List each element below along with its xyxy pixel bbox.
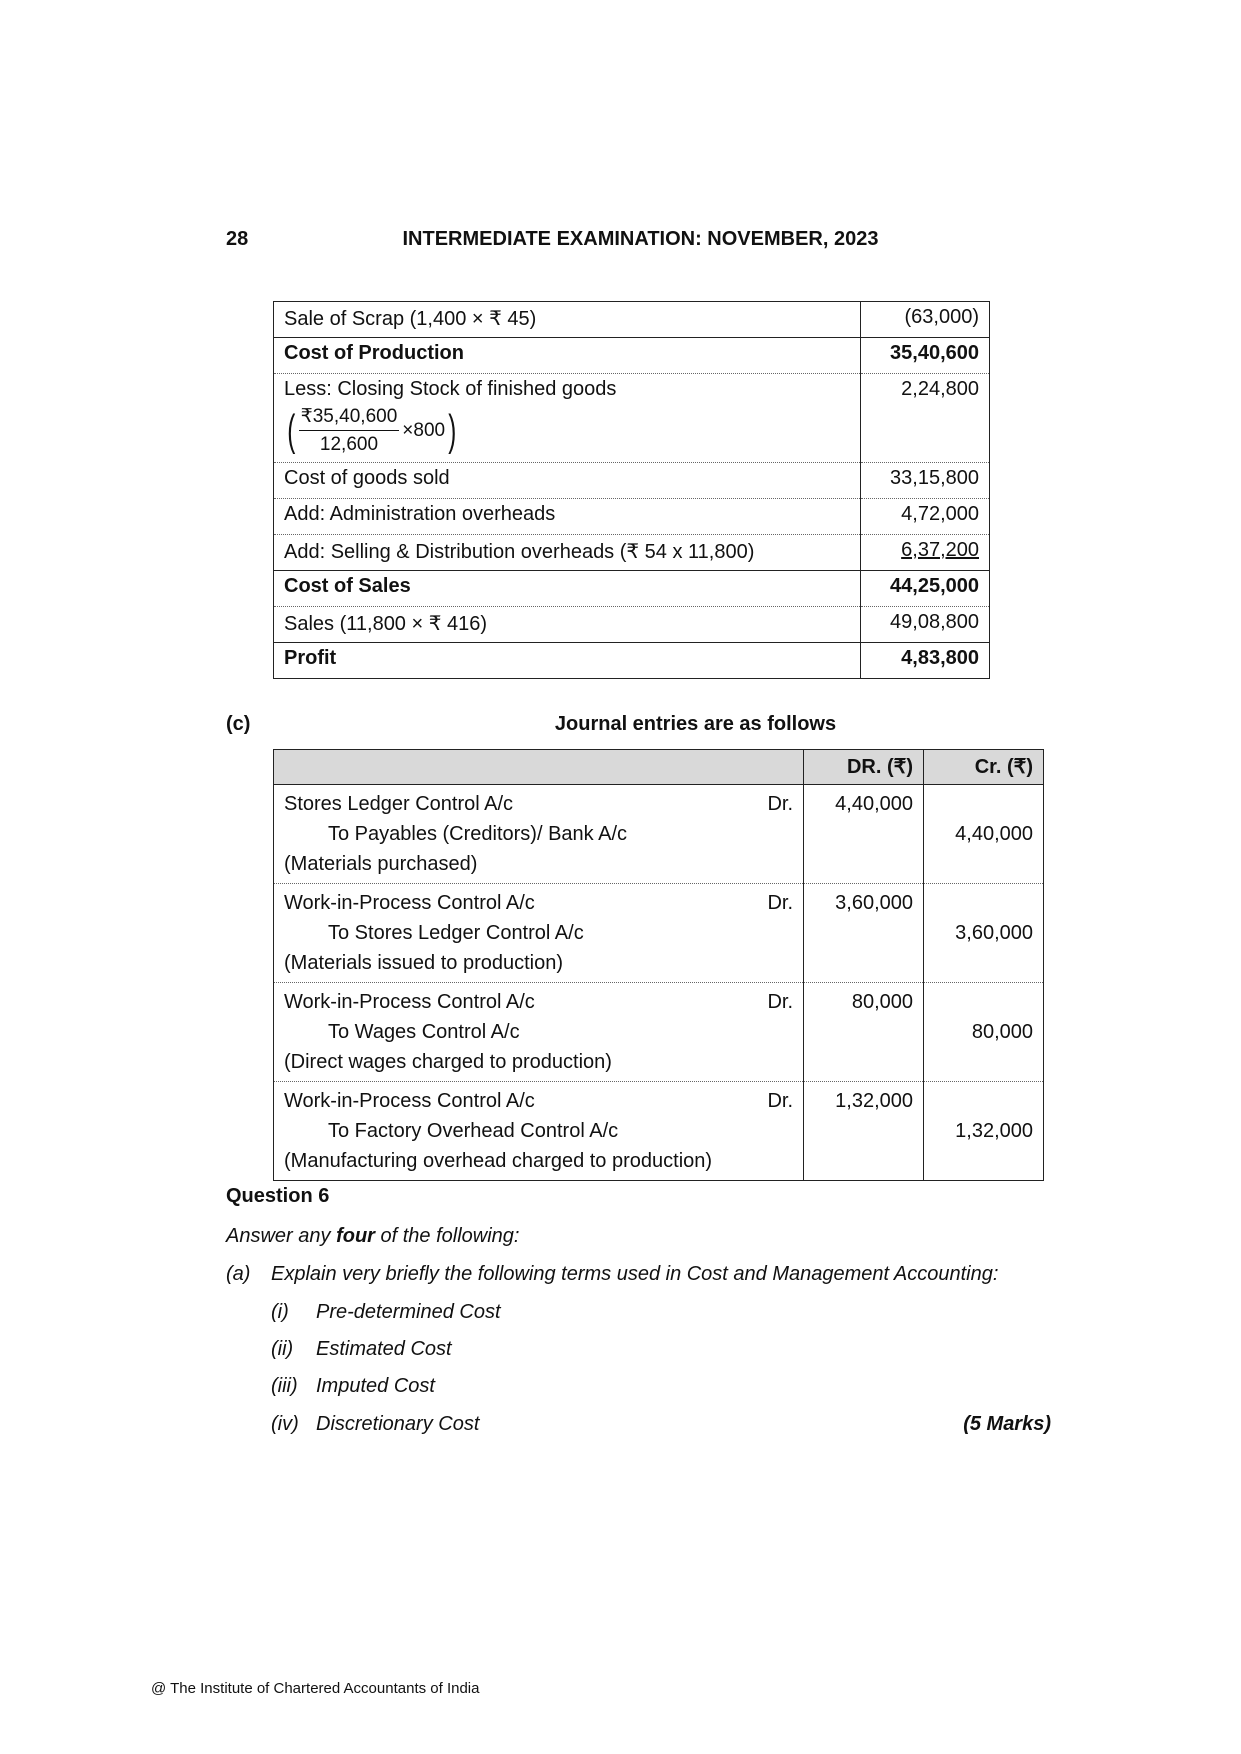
dr-mark: Dr.: [767, 991, 793, 1013]
table-row: [274, 338, 990, 374]
cr-amount: 4,40,000: [955, 823, 1033, 845]
dr-amount: 80,000: [851, 991, 913, 1013]
cr-header: Cr. (₹): [924, 750, 1044, 785]
closing-stock-formula: [284, 405, 460, 456]
row-label: Cost of Sales: [274, 571, 861, 607]
list-item: [271, 1413, 479, 1436]
instruction-text: Answer any: [226, 1225, 337, 1247]
debit-account: Work-in-Process Control A/c: [284, 1090, 535, 1112]
item-label: (i): [271, 1301, 289, 1323]
dr-mark: Dr.: [767, 793, 793, 815]
journal-table: [273, 749, 1044, 1181]
journal-entry: [274, 785, 1044, 884]
journal-entry: [274, 983, 1044, 1082]
journal-entry: [274, 884, 1044, 983]
particulars-header: [274, 750, 804, 785]
fraction-denominator: 12,600: [319, 434, 379, 455]
table-row: [274, 571, 990, 607]
row-label: Profit: [274, 643, 861, 679]
cr-amount: 80,000: [971, 1021, 1033, 1043]
narration: (Materials issued to production): [284, 952, 564, 974]
journal-entry: [274, 1082, 1044, 1181]
marks-label: (5 Marks): [963, 1413, 1051, 1435]
credit-account: To Payables (Creditors)/ Bank A/c: [328, 823, 628, 845]
part-c-label: (c): [226, 713, 251, 735]
table-row: [274, 499, 990, 535]
row-label: Sale of Scrap (1,400 × ₹ 45): [274, 302, 861, 338]
row-amount: 4,83,800: [861, 643, 990, 679]
item-text: Imputed Cost: [316, 1375, 435, 1397]
part-a-label: (a): [226, 1263, 251, 1285]
right-paren: ): [448, 405, 457, 455]
dr-mark: Dr.: [767, 1090, 793, 1112]
credit-account: To Wages Control A/c: [328, 1021, 520, 1043]
row-label: Cost of goods sold: [274, 463, 861, 499]
dr-amount: 1,32,000: [835, 1090, 913, 1112]
row-amount: 35,40,600: [861, 338, 990, 374]
row-label: Less: Closing Stock of finished goods: [284, 378, 617, 400]
fraction-numerator: ₹35,40,600: [299, 405, 400, 431]
row-label: Add: Administration overheads: [274, 499, 861, 535]
list-item: [271, 1301, 501, 1324]
credit-account: To Factory Overhead Control A/c: [328, 1120, 619, 1142]
journal-title: Journal entries are as follows: [554, 713, 837, 735]
fraction: [299, 405, 400, 456]
row-amount: (63,000): [861, 302, 990, 338]
cr-amount: 1,32,000: [955, 1120, 1033, 1142]
question-part-a: [226, 1263, 998, 1286]
row-label: Add: Selling & Distribution overheads (₹ 54 x 11,800): [274, 535, 861, 571]
table-row: [274, 607, 990, 643]
item-label: (ii): [271, 1338, 294, 1360]
cost-sheet-table: [273, 301, 990, 679]
fraction-multiplier: ×800: [402, 419, 446, 441]
item-text: Estimated Cost: [316, 1338, 452, 1360]
question-instruction: [226, 1225, 519, 1248]
row-amount: 44,25,000: [861, 571, 990, 607]
table-row: [274, 302, 990, 338]
debit-account: Work-in-Process Control A/c: [284, 892, 535, 914]
page-number: 28: [226, 228, 249, 250]
row-amount: 6,37,200: [901, 539, 979, 561]
narration: (Direct wages charged to production): [284, 1051, 612, 1073]
row-label: Cost of Production: [274, 338, 861, 374]
item-text: Pre-determined Cost: [316, 1301, 501, 1323]
list-item: [271, 1338, 452, 1361]
table-row: [274, 643, 990, 679]
page-header-title: INTERMEDIATE EXAMINATION: NOVEMBER, 2023: [402, 228, 879, 250]
row-amount: 4,72,000: [861, 499, 990, 535]
instruction-text: of the following:: [374, 1225, 520, 1247]
table-row: [274, 535, 990, 571]
dr-amount: 3,60,000: [835, 892, 913, 914]
row-amount: 33,15,800: [861, 463, 990, 499]
cr-amount: 3,60,000: [955, 922, 1033, 944]
narration: (Materials purchased): [284, 853, 478, 875]
part-a-text: Explain very briefly the following terms used in Cost and Management Accounting:: [271, 1263, 999, 1285]
table-row: [274, 463, 990, 499]
narration: (Manufacturing overhead charged to production): [284, 1150, 713, 1172]
row-amount: 49,08,800: [861, 607, 990, 643]
credit-account: To Stores Ledger Control A/c: [328, 922, 584, 944]
row-label: Sales (11,800 × ₹ 416): [274, 607, 861, 643]
journal-header-row: [274, 750, 1044, 785]
dr-amount: 4,40,000: [835, 793, 913, 815]
item-label: (iii): [271, 1375, 298, 1397]
item-text: Discretionary Cost: [316, 1413, 480, 1435]
debit-account: Work-in-Process Control A/c: [284, 991, 535, 1013]
left-paren: (: [287, 405, 296, 455]
instruction-emphasis: four: [336, 1225, 375, 1247]
page-footer: @ The Institute of Chartered Accountants of India: [151, 1680, 480, 1697]
question-title: Question 6: [226, 1185, 330, 1207]
debit-account: Stores Ledger Control A/c: [284, 793, 514, 815]
table-row: [274, 374, 990, 463]
item-label: (iv): [271, 1413, 299, 1435]
row-amount: 2,24,800: [861, 374, 990, 463]
dr-header: DR. (₹): [804, 750, 924, 785]
list-item: [271, 1375, 435, 1398]
dr-mark: Dr.: [767, 892, 793, 914]
